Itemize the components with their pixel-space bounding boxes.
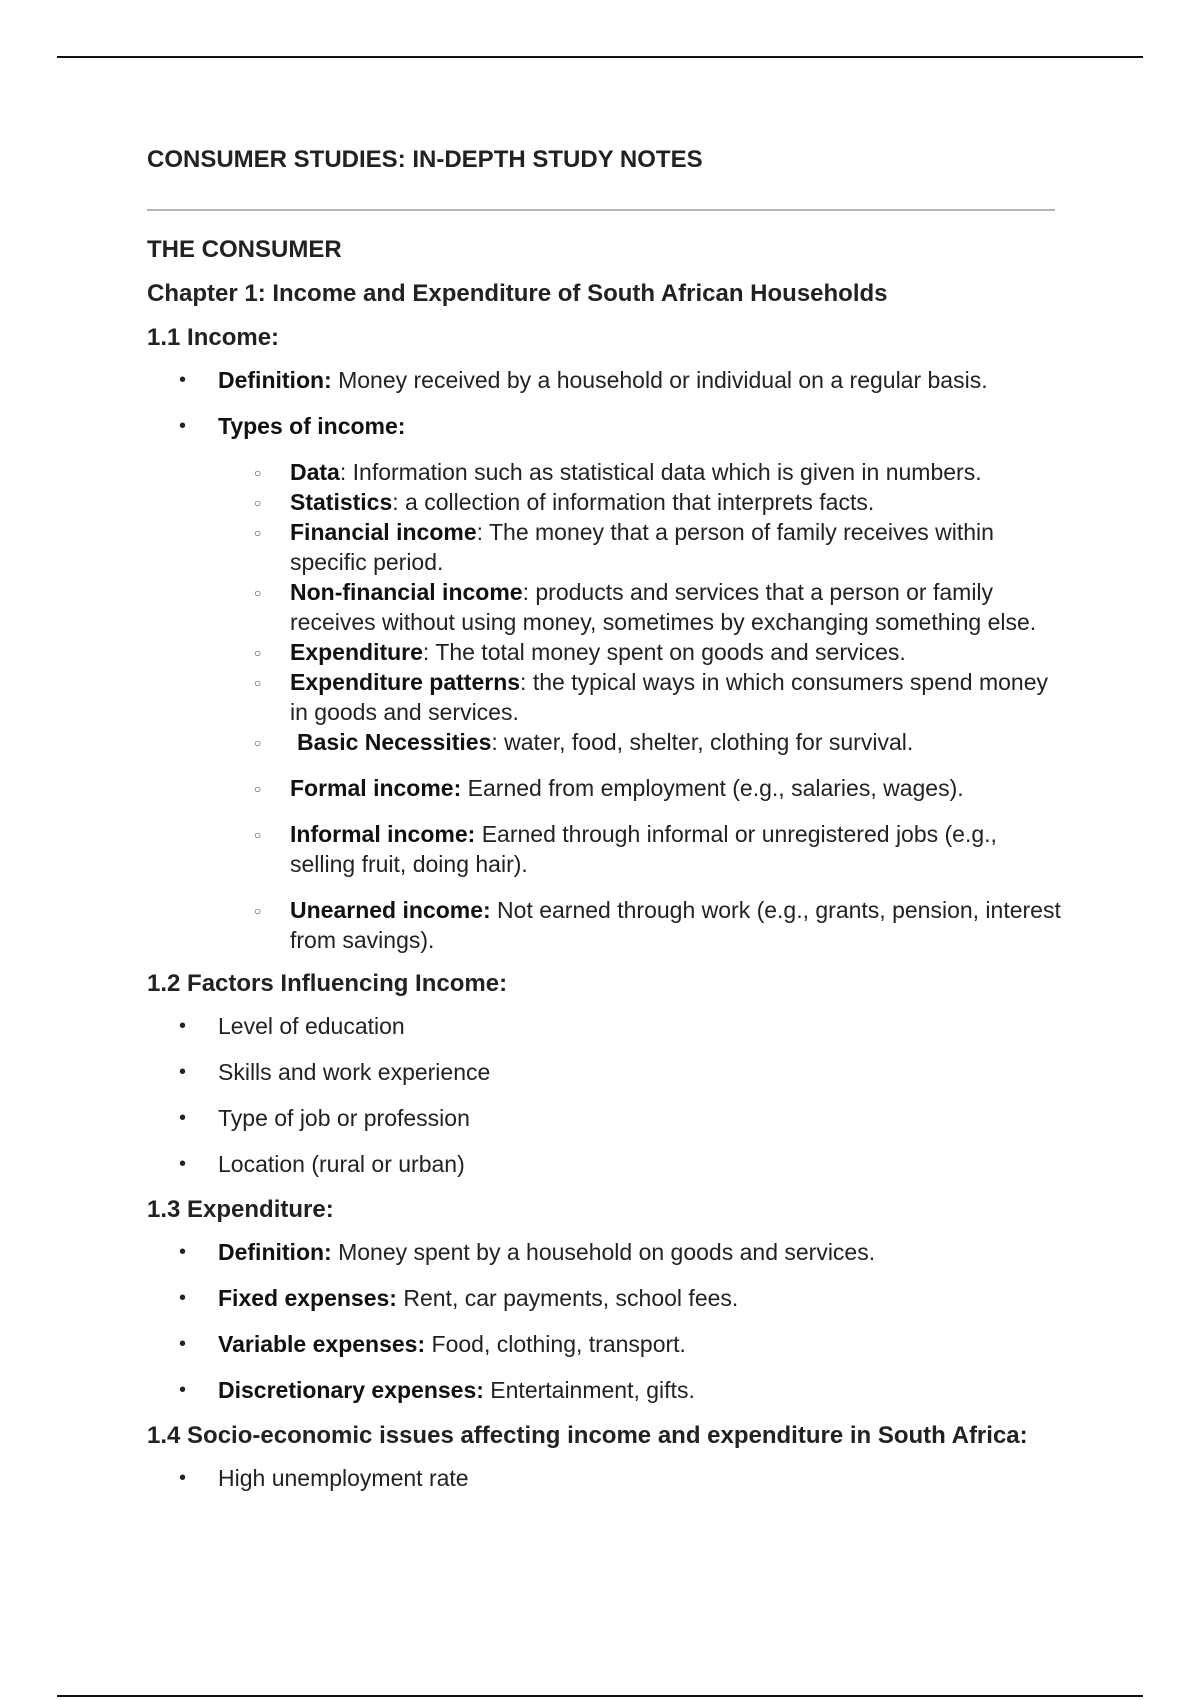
socio-economic-list — [147, 1463, 1067, 1493]
text: : The money that a person of family receives within specific period. — [290, 519, 994, 575]
term: Informal income: — [290, 821, 476, 847]
list-item — [218, 773, 1067, 803]
term: Non-financial income — [290, 579, 523, 605]
term: Data — [290, 459, 340, 485]
list-item — [147, 411, 1067, 955]
factors-list — [147, 1011, 1067, 1179]
list-item: • Skills and work experience — [147, 1057, 1067, 1087]
income-types-list — [218, 457, 1067, 955]
list-item: • Location (rural or urban) — [147, 1149, 1067, 1179]
term: Discretionary expenses: — [218, 1377, 484, 1403]
term: Unearned income: — [290, 897, 491, 923]
term: Formal income: — [290, 775, 462, 801]
list-item — [218, 727, 1067, 757]
term: Expenditure — [290, 639, 423, 665]
list-item — [147, 1375, 1067, 1405]
term: Basic Necessities — [297, 729, 492, 755]
term: Statistics — [290, 489, 393, 515]
term: Definition: — [218, 1239, 332, 1265]
document-title: CONSUMER STUDIES: IN-DEPTH STUDY NOTES — [147, 146, 703, 173]
list-item: • High unemployment rate — [147, 1463, 1067, 1493]
list-item: • Level of education — [147, 1011, 1067, 1041]
heading-1-2: 1.2 Factors Influencing Income: — [147, 970, 508, 997]
text: Earned through informal or unregistered jobs (e.g., selling fruit, doing hair). — [290, 821, 997, 877]
list-item — [218, 895, 1067, 955]
page-top-rule — [57, 56, 1143, 58]
text: Not earned through work (e.g., grants, pension, interest from savings). — [290, 897, 1061, 953]
list-item — [218, 819, 1067, 879]
text: : a collection of information that interprets facts. — [392, 489, 875, 515]
text: : The total money spent on goods and services. — [422, 639, 906, 665]
section-title: THE CONSUMER — [147, 236, 342, 263]
text: Food, clothing, transport. — [425, 1331, 686, 1357]
list-item — [147, 365, 1067, 395]
text: : Information such as statistical data which is given in numbers. — [339, 459, 982, 485]
expenditure-list — [147, 1237, 1067, 1405]
term: Expenditure patterns — [290, 669, 521, 695]
document-body — [147, 145, 1067, 1509]
text: Money received by a household or individual on a regular basis. — [331, 367, 988, 393]
term: Fixed expenses: — [218, 1285, 397, 1311]
term: Definition: — [218, 367, 332, 393]
list-item — [147, 1237, 1067, 1267]
list-item — [147, 1329, 1067, 1359]
list-item — [218, 577, 1067, 637]
list-item — [218, 457, 1067, 487]
title-divider — [147, 209, 1055, 211]
heading-1-4: 1.4 Socio-economic issues affecting income and expenditure in South Africa: — [147, 1422, 1028, 1449]
income-list — [147, 365, 1067, 955]
chapter-title: Chapter 1: Income and Expenditure of South African Households — [147, 280, 888, 307]
types-heading: Types of income: — [218, 413, 406, 439]
text: Entertainment, gifts. — [483, 1377, 695, 1403]
text: Rent, car payments, school fees. — [396, 1285, 739, 1311]
list-item — [218, 487, 1067, 517]
heading-1-1: 1.1 Income: — [147, 324, 280, 351]
list-item — [147, 1283, 1067, 1313]
text: : the typical ways in which consumers spend money in goods and services. — [290, 669, 1049, 725]
text: Earned from employment (e.g., salaries, wages). — [461, 775, 964, 801]
text: : water, food, shelter, clothing for survival. — [491, 729, 914, 755]
heading-1-3: 1.3 Expenditure: — [147, 1196, 334, 1223]
text: : products and services that a person or family receives without using money, sometimes by exchanging something else. — [290, 579, 1037, 635]
text: Money spent by a household on goods and services. — [331, 1239, 876, 1265]
list-item — [218, 667, 1067, 727]
list-item — [218, 637, 1067, 667]
term: Variable expenses: — [218, 1331, 426, 1357]
list-item: • Type of job or profession — [147, 1103, 1067, 1133]
term: Financial income — [290, 519, 477, 545]
list-item — [218, 517, 1067, 577]
page-bottom-rule — [57, 1695, 1143, 1697]
